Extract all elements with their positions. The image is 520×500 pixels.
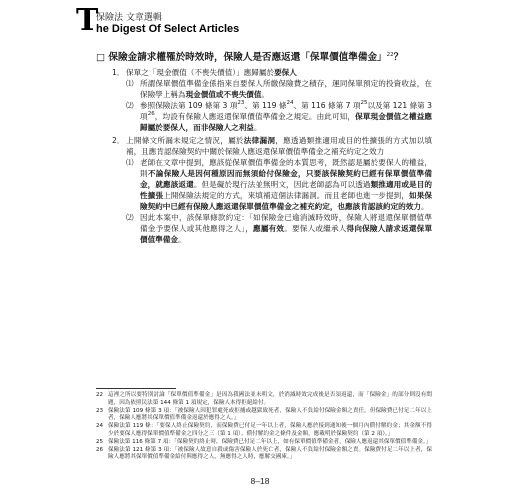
header-title-chinese: 保險法 文章選輯 xyxy=(96,13,162,23)
section-text: ，應透過類推適用或目的性擴張的方式加以填補，且應肯認保險契約中關於保險人應返還保單價值準備金之補充約定之效力 xyxy=(126,136,433,156)
item-text: 參照保險法第 109 條第 3 項 xyxy=(140,101,238,110)
item-number: ⑴ xyxy=(126,79,134,88)
section-1 xyxy=(96,67,432,78)
item-text: ，均設有保險人應返還保單價值準備金之規定。由此可知， xyxy=(154,112,356,121)
page-number: 8–18 xyxy=(250,476,270,486)
footnote-ref: 25 xyxy=(360,100,368,106)
footnote-ref: 24 xyxy=(286,100,294,106)
section-number: 2． xyxy=(112,136,125,145)
emphasis-text: 得向保險人請求返還保單價值準備金 xyxy=(140,224,433,244)
header-title-english: he Digest Of Select Articles xyxy=(96,23,240,35)
item-1-1 xyxy=(96,78,432,100)
footnote-text: 保險法第 116 條第 7 項：「保險契約終止時，保險費已付足二年以上，如有保單價值準備金者，保險人應返還其保單價值準備金。」 xyxy=(108,438,432,445)
item-text: 上開保險法規定的方式，來填補這個法律漏洞。而且老師也進一步提到， xyxy=(163,191,410,200)
footnote-text: 這裡之所以要特別討論「保單價值準備金」是因為我國法並未明文，於消滅時效完成後是否須返還，而「保險金」的部分則沒有問題，因為依照民法第 144 條第 1 項規定，保險人本得拒絕給付。 xyxy=(108,392,432,406)
item-text: 、第 116 條第 7 項 xyxy=(293,101,361,110)
section-2 xyxy=(96,135,432,157)
footnote xyxy=(96,392,432,408)
question-text: 保險金請求權罹於時效時，保險人是否應返還「保單價值準備金」 xyxy=(108,52,387,63)
footnote-divider xyxy=(96,388,176,389)
page-header xyxy=(76,3,276,42)
footnote-text: 保險法第 119 條：「要保人終止保險契約，而保險費已付足一年以上者，保險人應於接到通知後一個月內償付解約金；其金額不得少於要保人應得保單價值準備金之四分之三（第 1 項）。償付解約金之條件及金額，應載明於保險契約（第 2 項）。」 xyxy=(108,423,432,437)
footnote-number: 26 xyxy=(96,446,104,453)
checkbox-icon: □ xyxy=(96,52,106,63)
footnote-number: 25 xyxy=(96,438,104,445)
footnote-text: 保險法第 121 條第 3 項：「被保險人故意自殺或傷害保險人於死亡者，保險人不負給付保險金額之責。保險費付足二年以上者，保險人應將其保單價值準備金給付與應得之人，無應得之人時，應解交國庫。」 xyxy=(108,446,432,461)
footnotes xyxy=(96,392,432,462)
item-text: 老師在文章中提到，應該從保單價值準備金的本質思考，既然認是屬於要保人的權益，則 xyxy=(140,158,432,178)
question-heading xyxy=(96,50,432,65)
item-text: 。要保人或繼承人 xyxy=(284,224,347,233)
item-text: 因此本案中，該保單條款約定：「如保險金已逾消滅時效時，保險人將退還保單價值準備金予要保人或其他應得之人」， xyxy=(140,213,432,233)
footnote-number: 24 xyxy=(96,423,104,430)
footnote-number: 22 xyxy=(96,392,104,398)
item-text: 。 xyxy=(420,202,429,211)
item-text: 。 xyxy=(177,235,186,244)
item-number: ⑴ xyxy=(126,158,134,167)
item-text: 。但是礙於現行法並無明文，因此老師認為可以透過 xyxy=(193,180,371,189)
footnote xyxy=(96,439,432,447)
section-text: 保單之「現金價值（不喪失價值）」應歸屬於 xyxy=(126,68,275,77)
section-text: 上開條文所漏未規定之情況，屬於 xyxy=(126,136,244,145)
item-1-2 xyxy=(96,100,432,133)
emphasis-text: 現金價值或不喪失價值 xyxy=(185,90,262,99)
emphasis-text: 應屬有效 xyxy=(253,224,285,233)
item-2-1 xyxy=(96,157,432,212)
emphasis-text: 類推適用或是目的性擴張 xyxy=(140,180,433,200)
footnote-ref: 23 xyxy=(237,100,245,106)
footnote-number: 23 xyxy=(96,407,104,414)
item-text: 以及第 121 條第 3 項 xyxy=(140,101,433,121)
item-text: 、第 119 條 xyxy=(244,101,287,110)
emphasis-text: 不論保險人是因何種原因而無須給付保險金，只要該保險契約已經有保單價值準備金，就應該返還 xyxy=(140,169,433,189)
item-text: 所謂保單價值準備金係指來自要保人所繳保險費之積存，運同保單預定的投資收益，在保險學上稱為 xyxy=(140,79,432,99)
item-2-2 xyxy=(96,212,432,245)
question-end: ？ xyxy=(393,52,404,63)
item-number: ⑵ xyxy=(126,101,134,110)
emphasis-text: 法律漏洞 xyxy=(243,136,276,145)
footnote xyxy=(96,447,432,463)
header-logo-letter: T xyxy=(76,3,99,38)
item-text: 。 xyxy=(261,90,270,99)
footnote-ref: 26 xyxy=(147,111,155,117)
footnote-text: 保險法第 109 條第 3 項：「被保險人因犯罪處死或拒捕或越獄致死者，保險人不負給付保險金額之責任。但保險費已付足二年以上者，保險人應將其保單價值準備金返還於應得之人。」 xyxy=(108,407,432,422)
emphasis-text: 保單現金價值之權益應歸屬於要保人，而非保險人之利益 xyxy=(140,112,433,132)
main-content xyxy=(96,50,432,245)
emphasis-text: 如果保險契約中已經有保險人應返還保單價值準備金之補充約定，也應該肯認該約定的效力 xyxy=(140,191,432,211)
item-number: ⑵ xyxy=(126,213,134,222)
emphasis-text: 要保人 xyxy=(274,68,297,77)
section-number: 1． xyxy=(112,68,125,77)
footnote xyxy=(96,408,432,424)
footnote-ref: 22 xyxy=(386,52,394,58)
item-text: 。 xyxy=(253,123,262,132)
footnote xyxy=(96,423,432,439)
